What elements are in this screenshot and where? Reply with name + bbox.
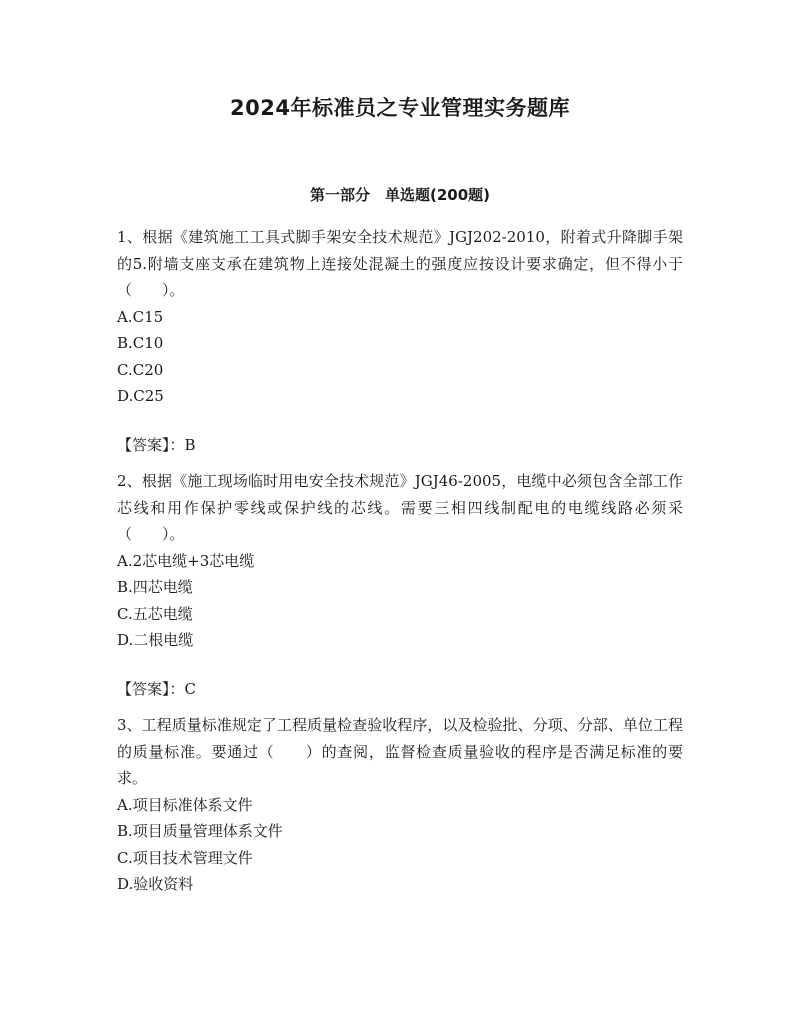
answer-line: 【答案】：B — [117, 435, 196, 454]
option-a: A.C15 — [117, 307, 164, 326]
question-stem: 1、根据《建筑施工工具式脚手架安全技术规范》JGJ202-2010，附着式升降脚手架的5.附墙支座支承在建筑物上连接处混凝土的强度应按设计要求确定，但不得小于（ ）。 — [117, 228, 683, 299]
option-b: B.项目质量管理体系文件 — [117, 822, 283, 840]
option-list — [117, 548, 683, 654]
question-stem: 3、工程质量标准规定了工程质量检查验收程序，以及检验批、分项、分部、单位工程的质量标准。要通过（ ）的查阅，监督检查质量验收的程序是否满足标准的要求。 — [117, 716, 683, 787]
answer-line: 【答案】：C — [117, 679, 196, 698]
option-c: C.项目技术管理文件 — [117, 848, 253, 867]
question-stem: 2、根据《施工现场临时用电安全技术规范》JGJ46-2005，电缆中必须包含全部工作芯线和用作保护零线或保护线的芯线。需要三相四线制配电的电缆线路必须采（ ）。 — [117, 472, 683, 543]
question-list — [117, 224, 683, 898]
option-d: D.C25 — [117, 387, 164, 405]
option-list — [117, 304, 683, 410]
question-2 — [117, 468, 683, 702]
option-c: C.C20 — [117, 360, 164, 379]
question-1 — [117, 224, 683, 458]
option-d: D.验收资料 — [117, 875, 194, 893]
option-c: C.五芯电缆 — [117, 604, 193, 623]
option-a: A.项目标准体系文件 — [117, 795, 253, 814]
option-a: A.2芯电缆+3芯电缆 — [117, 551, 255, 570]
document-title: 2024年标准员之专业管理实务题库 — [230, 96, 570, 120]
option-b: B.四芯电缆 — [117, 578, 193, 596]
option-b: B.C10 — [117, 334, 164, 352]
section-title: 第一部分 单选题(200题) — [309, 186, 491, 204]
option-list — [117, 792, 683, 898]
question-3 — [117, 712, 683, 898]
option-d: D.二根电缆 — [117, 631, 194, 649]
